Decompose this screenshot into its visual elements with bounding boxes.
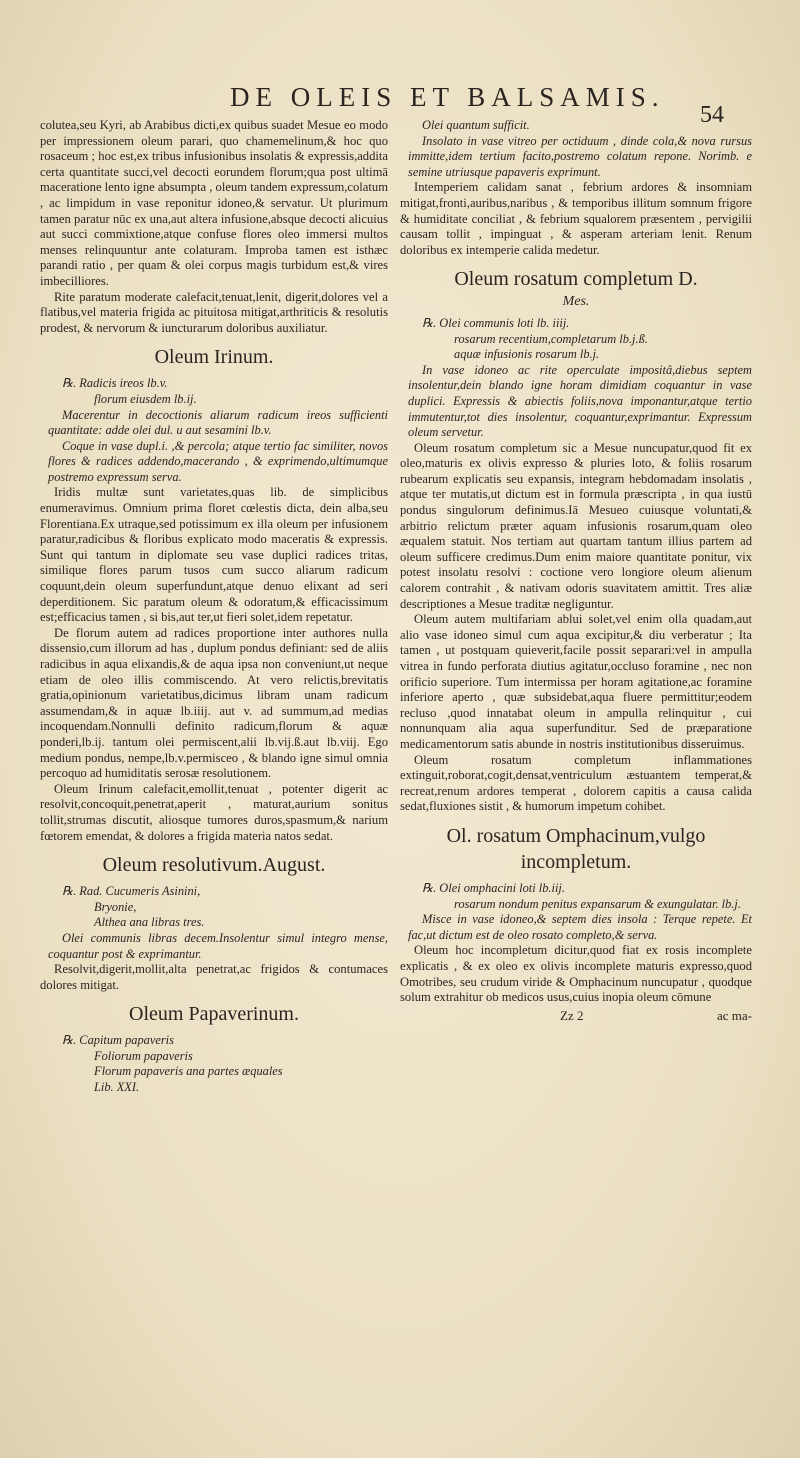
recipe-line: ℞. Olei communis loti lb. iiij. xyxy=(422,315,570,330)
papaverinum-paragraph: Intemperiem calidam sanat , febrium ardores & insomniam mitigat,fronti,auribus,naribus , & temporibus illitum somnum frigore & humiditate conciliat , & febrium squalorem præsentem , pervigilii causam tollit , impinguat , & asperam arteriam lenit. Renum doloribus ex intemperie calida medetur. xyxy=(400,180,752,257)
book-reference: Lib. XXI. xyxy=(94,1080,140,1095)
opening-paragraph: colutea,seu Kyri, ab Arabibus dicti,ex quibus suadet Mesue eo modo per impressionem oleum parari, quo chamemelinum,& hoc quo rosaceum ; hoc est,ex tribus infusionibus insolatis & expressis,addita certa quantitate succi,vel decocti eorundem florum;qua post ultimā maceratione lento igne absumpta , oleum tandem expressum,colatum , ac limpidum in vase reponitur idoneo,& servatur. Ut plurimum tamen paratur nūc ex una,aut altera infusione,absque decocti alicuius aut succi commixtione,atque confuse flores oleo immersi multos menses relinquuntur ante colaturam. Improba tamen est isthæc parandi ratio , per quam & olei corpus magis turbidum est,& vires imbecilliores. xyxy=(40,118,388,288)
recipe-line: Coque in vase dupl.i. ,& percola; atque tertio fac similiter, novos flores & radices addendo,macerando , & exprimendo,ultimumque postremo expressum serva. xyxy=(48,438,388,484)
section-heading-irinum: Oleum Irinum. xyxy=(154,346,274,369)
section-subheading: Mes. xyxy=(562,294,590,310)
recipe-line: Althea ana libras tres. xyxy=(94,915,205,930)
signature-mark: Zz 2 xyxy=(560,1007,584,1023)
running-head: DE OLEIS ET BALSAMIS. xyxy=(230,82,665,112)
irinum-paragraph: Iridis multæ sunt varietates,quas lib. de simplicibus enumeravimus. Omnium prima floret cœlestis dicta, dein alba,seu Florentiana.Ex utraque,sed potissimum ex illa oleum per infusionem paratur,radicibus & floribus explicato modo maceratis & expressis. Sunt qui tantum in diplomate seu vase duplici radices tritas, similique flores parum tusos cum succo aliarum radicum coquunt,dein oleum superfundunt,atque denuo elixant ad seri deperditionem. Sic paratum oleum & odoratum,& efficacissimum est;efficacius tamen , si bis,aut ter,ut fieri solet,idem repetatur. xyxy=(40,485,388,625)
section-heading-resolutivum: Oleum resolutivum.August. xyxy=(102,854,326,877)
recipe-line: Macerentur in decoctionis aliarum radicum ireos sufficienti quantitate: adde olei dul. u aut sesamini lb.v. xyxy=(48,407,388,438)
page-footer xyxy=(400,1008,752,1024)
resolutivum-paragraph: Resolvit,digerit,mollit,alta penetrat,ac frigidos & contumaces dolores mitigat. xyxy=(40,962,388,992)
recipe-line: ℞. Olei omphacini loti lb.iij. xyxy=(422,880,565,895)
recipe-line: Olei quantum sufficit. xyxy=(422,118,530,132)
recipe-line: rosarum recentium,completarum lb.j.ß. xyxy=(454,331,648,346)
properties-paragraph: Rite paratum moderate calefacit,tenuat,lenit, digerit,dolores vel a flatibus,vel materia frigida ac pituitosa mitigat,arthriticis & resolutis prodest, & nervorum & iuncturarum doloribus auxiliatur. xyxy=(40,289,388,335)
section-heading-rosatum-completum: Oleum rosatum completum D. xyxy=(454,268,698,291)
omphacinum-paragraph: Oleum hoc incompletum dicitur,quod fiat ex rosis incomplete explicatis , & ex oleo ex olivis incomplete maturis expresso,quod Omotribes, seu crudum viride & Omphacinum nuncupatur , quodque solum extrahitur ob medicos usus,cuius inopia oleum cōmune xyxy=(400,943,752,1005)
rosatum-paragraph: Oleum autem multifariam ablui solet,vel enim olla quadam,aut alio vase idoneo simul cum aqua excipitur,& diu verberatur ; Ita tamen , ut postquam quieverit,facile possit separari:vel in ampulla vitrea in fundo perforata diutius agitatur,occluso foramine , nec non orificio superiore. Tum intermissa per horam agitatione,ac foramine inferiore aperto , quæ subsidebat,aqua fluere permittitur;eodem recluso ,quod innatabat oleum in ampulla relinquitur , cui nonnunquam alia aqua superfunditur. Sed de præparatione medicamentorum satis abunde in nostris institutionibus disseruimus. xyxy=(400,612,752,751)
rosatum-paragraph: Oleum rosatum completum inflammationes extinguit,roborat,cogit,densat,ventriculum æstuantem temperat,& recreat,renum ardores temperat , dolorem capitis a causa calida sedat,fluxiones sistit , & humorum impetum cohibet. xyxy=(400,752,752,814)
section-heading-omphacinum: Ol. rosatum Omphacinum,vulgo incompletum. xyxy=(446,824,706,873)
page-number: 54 xyxy=(700,102,724,128)
section-heading-papaverinum: Oleum Papaverinum. xyxy=(129,1003,299,1026)
recipe-line: aquæ infusionis rosarum lb.j. xyxy=(454,347,600,362)
recipe-line: Foliorum papaveris xyxy=(94,1048,193,1063)
recipe-line: Olei communis libras decem.Insolentur simul integro mense, coquantur post & exprimantur. xyxy=(48,930,388,961)
recipe-line: ℞. Rad. Cucumeris Asinini, xyxy=(62,884,201,899)
irinum-paragraph: De florum autem ad radices proportione inter authores nulla dissensio,cum illorum ad has , duplum pondus definiant: sed de aliis radicibus in aqua elixandis,& de aqua ipsa non conveniunt,ut neque etiam de oleo illis commiscendo. At vero relictis,brevitatis gratia,opinionum varietatibus,dicimus libram unam radicum assumendam,& in aquæ lb.iiij. aut v. ad summum,ad medias incoquendam.Nonnulli definito radicum,florum & aquæ ponderi,lb.ij. tantum olei permiscent,alii lb.vij.ß.aut lb.viij. Ego medium pondus, nempe,lb.v.permisceo , & blando igne simul omnia percoquo ad humiditatis serosæ resolutionem. xyxy=(40,625,388,781)
right-column xyxy=(400,118,752,1023)
catchword: ac ma- xyxy=(716,1007,752,1023)
recipe-line: Insolato in vase vitreo per octiduum , dinde cola,& nova rursus immitte,idem tertium facito,postremo colatum repone. Norimb. e semine utriusque papaveris exprimunt. xyxy=(408,133,752,179)
recipe-line: florum eiusdem lb.ij. xyxy=(94,391,197,406)
recipe-line: ℞. Capitum papaveris xyxy=(62,1033,174,1048)
recipe-line: ℞. Radicis ireos lb.v. xyxy=(62,376,168,391)
recipe-line: Misce in vase idoneo,& septem dies insola : Terque repete. Et fac,ut dictum est de oleo rosato completo,& serva. xyxy=(408,912,752,942)
recipe-line: In vase idoneo ac rite operculate impositâ,diebus septem insolentur,dein blando igne horam dimidiam coquantur in vase duplici. Expressis & abiectis foliis,nova imponantur,atque tertio immutentur,tot dies insolentur, coquantur,exprimantur. Expressum oleum servetur. xyxy=(408,362,752,440)
recipe-line: Florum papaveris ana partes æquales xyxy=(94,1064,283,1079)
left-column xyxy=(40,118,388,1096)
irinum-paragraph: Oleum Irinum calefacit,emollit,tenuat , potenter digerit ac resolvit,concoquit,penetrat,aperit , maturat,aurium sonitus tollit,strumas discutit, aliosque tumores duros,spasmum,& narium fœtorem emendat, & dolores a frigida materia natos sedat. xyxy=(40,781,388,843)
recipe-line: Bryonie, xyxy=(94,899,137,914)
rosatum-paragraph: Oleum rosatum completum sic a Mesue nuncupatur,quod fit ex oleo,maturis ex olivis expresso & pluries loto, & foliis rosarum rubearum explicatis seu expansis, integram hebdomadam insolatis , atque ter mutatis,ut dictum est in formula præscripta , in qua iustū pondus singulorum definimus.Iā Mesueo cuiusque voluntati,& arbitrio relictum præter aquam infusionis rosarum,quam oleo æqualem statuit. Nos tertiam aut quartam tantum illius partem ad oleum sufficere credimus.Dum enim maiore quantitate ponitur, vix potest insolatu resolvi : coctione vero longiore oleum alienum calorem contrahit , & nativam odoris suavitatem amittit. Tres aliæ descriptiones a Mesue traditæ negliguntur. xyxy=(400,440,752,611)
recipe-line: rosarum nondum penitus expansarum & exungulatar. lb.j. xyxy=(454,896,741,911)
